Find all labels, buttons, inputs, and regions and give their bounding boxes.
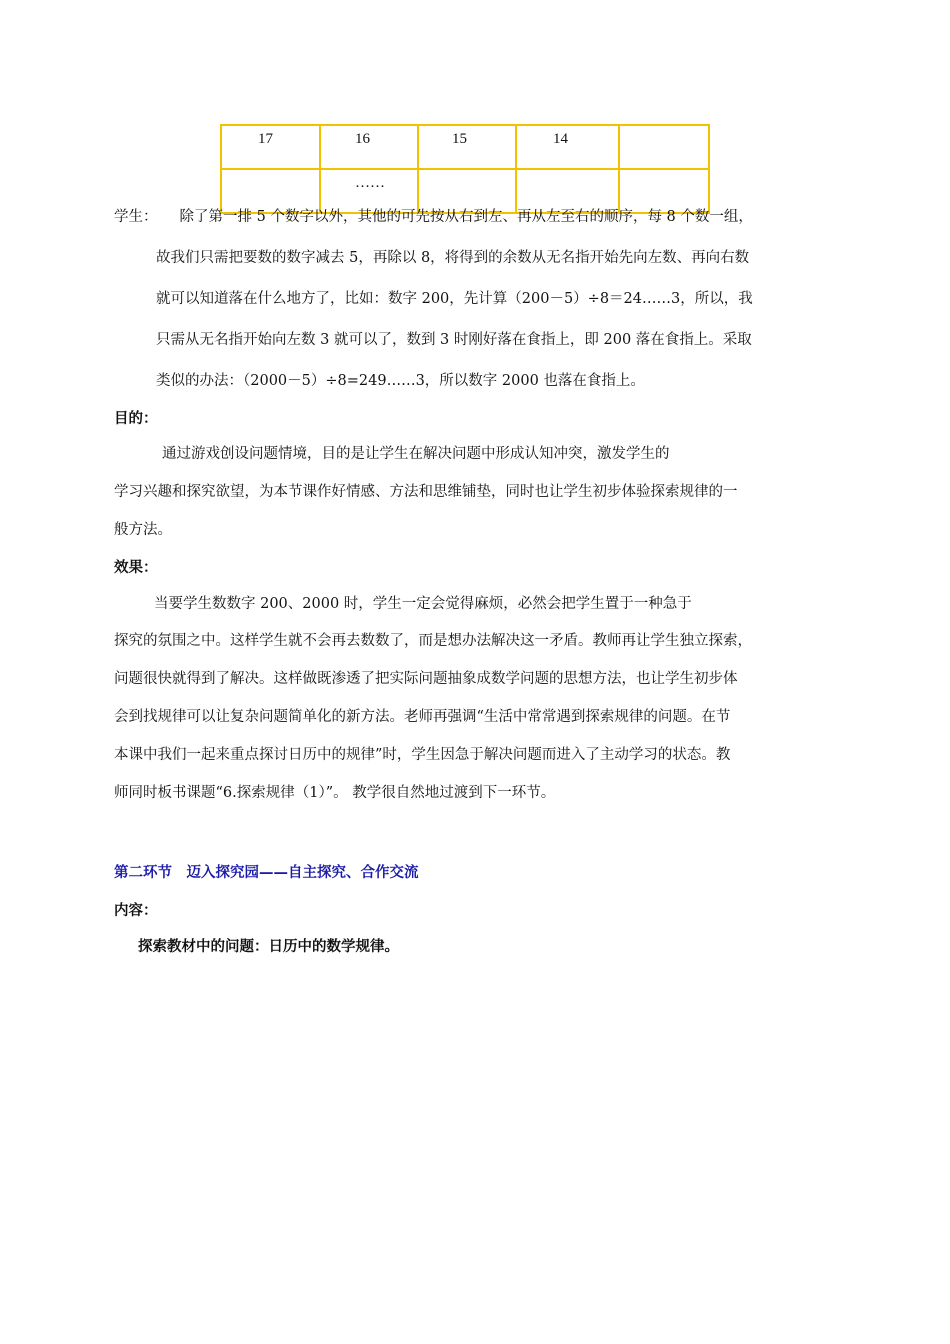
- effect-heading: 效果：: [114, 560, 158, 576]
- cell-value: 15: [452, 131, 467, 147]
- table-cell: [320, 125, 418, 169]
- purpose-heading: 目的：: [114, 411, 158, 427]
- cell-value: ……: [355, 175, 385, 191]
- paragraph-line: 故我们只需把要数的数字减去 5，再除以 8，将得到的余数从无名指开始先向左数、再向右数: [156, 250, 750, 266]
- paragraph-line: 般方法。: [114, 522, 172, 538]
- content-heading: 内容：: [114, 903, 158, 919]
- paragraph-line: 当要学生数数字 200、2000 时，学生一定会觉得麻烦，必然会把学生置于一种急于: [154, 596, 692, 612]
- paragraph-line: 就可以知道落在什么地方了，比如：数字 200，先计算（200－5）÷8＝24……3，所以，我: [156, 291, 753, 307]
- cell-value: 14: [553, 131, 568, 147]
- table-cell: [418, 125, 516, 169]
- paragraph-line: 探究的氛围之中。这样学生就不会再去数数了，而是想办法解决这一矛盾。教师再让学生独立探索，: [114, 633, 752, 649]
- table-cell: [221, 125, 320, 169]
- student-label: 学生：: [114, 209, 158, 225]
- paragraph-line: 只需从无名指开始向左数 3 就可以了，数到 3 时刚好落在食指上，即 200 落在食指上。采取: [156, 332, 752, 348]
- table-row: [221, 125, 709, 169]
- paragraph-line: 除了第一排 5 个数字以外，其他的可先按从右到左、再从左至右的顺序，每 8 个数一组，: [179, 209, 753, 225]
- paragraph-line: 会到找规律可以让复杂问题简单化的新方法。老师再强调“生活中常常遇到探索规律的问题。在节: [114, 709, 731, 725]
- cell-value: 16: [355, 131, 370, 147]
- cell-value: 17: [258, 131, 273, 147]
- student-first-line: [114, 207, 753, 227]
- content-text: 探索教材中的问题：日历中的数学规律。: [138, 939, 399, 955]
- number-grid-table: [220, 124, 710, 214]
- table-cell: [516, 125, 619, 169]
- paragraph-line: 师同时板书课题“6.探索规律（1）”。 教学很自然地过渡到下一环节。: [114, 785, 556, 801]
- paragraph-line: 学习兴趣和探究欲望，为本节课作好情感、方法和思维铺垫，同时也让学生初步体验探索规律的一: [114, 484, 738, 500]
- paragraph-line: 问题很快就得到了解决。这样做既渗透了把实际问题抽象成数学问题的思想方法，也让学生初步体: [114, 671, 738, 687]
- table-cell: [619, 125, 709, 169]
- paragraph-line: 本课中我们一起来重点探讨日历中的规律”时，学生因急于解决问题而进入了主动学习的状态。教: [114, 747, 731, 763]
- section-title: 第二环节 迈入探究园——自主探究、合作交流: [114, 865, 419, 881]
- paragraph-line: 类似的办法：（2000－5）÷8=249……3，所以数字 2000 也落在食指上。: [156, 373, 645, 389]
- paragraph-line: 通过游戏创设问题情境，目的是让学生在解决问题中形成认知冲突，激发学生的: [162, 446, 670, 462]
